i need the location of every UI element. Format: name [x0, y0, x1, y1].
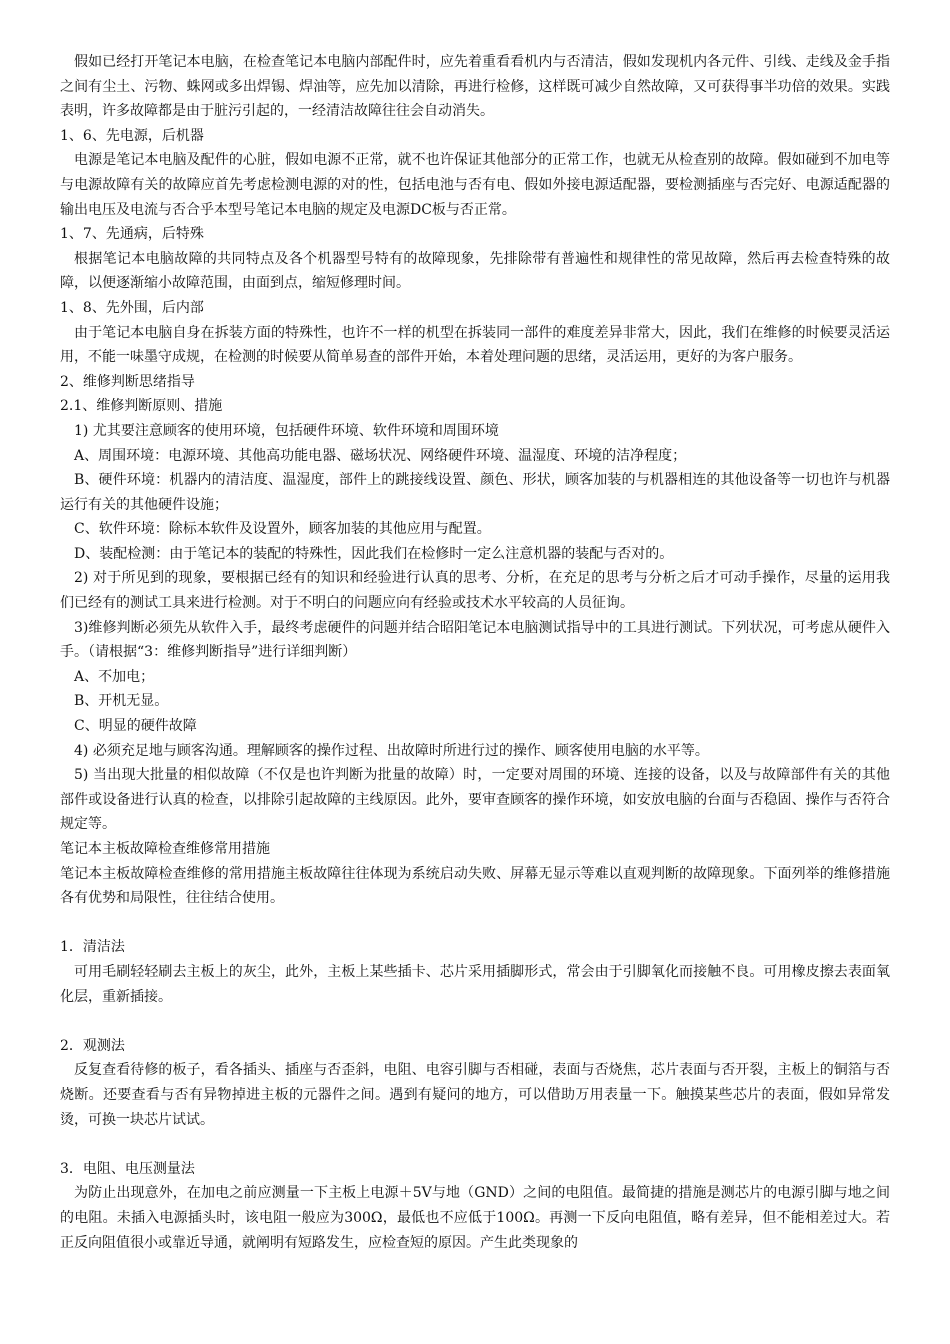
blank-line — [60, 911, 890, 936]
body-paragraph: 2) 对于所见到的现象，要根据已经有的知识和经验进行认真的思考、分析，在充足的思考与分析之后才可动手操作，尽量的运用我们已经有的测试工具来进行检测。对于不明白的问题应向有经验或技术水平较高的人员征询。 — [60, 570, 890, 612]
section-heading: 1、7、先通病，后特殊 — [60, 226, 204, 243]
section-heading: 2、维修判断思绪指导 — [60, 373, 195, 390]
body-paragraph: 4) 必须充足地与顾客沟通。理解顾客的操作过程、出故障时所进行过的操作、顾客使用电脑的水平等。 — [74, 742, 709, 759]
body-paragraph: 笔记本主板故障检查维修的常用措施主板故障往往体现为系统启动失败、屏幕无显示等难以直观判断的故障现象。下面列举的维修措施各有优势和局限性，往往结合使用。 — [60, 865, 890, 907]
section-heading: 2．观测法 — [60, 1037, 125, 1054]
body-paragraph: B、硬件环境：机器内的清洁度、温湿度，部件上的跳接线设置、颜色、形状，顾客加装的与机器相连的其他设备等一切也许与机器运行有关的其他硬件设施； — [60, 472, 890, 513]
blank-line — [60, 1132, 890, 1157]
body-paragraph: A、不加电； — [74, 668, 155, 685]
body-paragraph: D、装配检测：由于笔记本的装配的特殊性，因此我们在检修时一定么注意机器的装配与否对的。 — [74, 545, 674, 562]
section-heading: 1．清洁法 — [60, 939, 125, 956]
section-heading: 1、6、先电源，后机器 — [60, 127, 204, 144]
body-paragraph: 可用毛刷轻轻刷去主板上的灰尘，此外，主板上某些插卡、芯片采用插脚形式，常会由于引脚氧化而接触不良。可用橡皮擦去表面氧化层，重新插接。 — [60, 963, 890, 1005]
body-paragraph: 为防止出现意外，在加电之前应测量一下主板上电源＋5V与地（GND）之间的电阻值。最简捷的措施是测芯片的电源引脚与地之间的电阻。未插入电源插头时，该电阻一般应为300Ω，最低也不应低于100Ω。再测一下反向电阻值，略有差异，但不能相差过大。若正反向阻值很小或靠近导通，就阐明有短路发生，应检查短的原因。产生此类现象的 — [60, 1185, 890, 1251]
section-heading: 1、8、先外围，后内部 — [60, 299, 204, 316]
document-page — [60, 50, 890, 1255]
body-paragraph: 3)维修判断必须先从软件入手，最终考虑硬件的问题并结合昭阳笔记本电脑测试指导中的工具进行测试。下列状况，可考虑从硬件入手。（请根据“3：维修判断指导”进行详细判断） — [60, 619, 890, 661]
body-paragraph: 1) 尤其要注意顾客的使用环境，包括硬件环境、软件环境和周围环境 — [74, 422, 499, 439]
section-heading: 笔记本主板故障检查维修常用措施 — [60, 841, 270, 857]
body-paragraph: C、明显的硬件故障 — [74, 718, 197, 735]
body-paragraph: 反复查看待修的板子，看各插头、插座与否歪斜，电阻、电容引脚与否相碰，表面与否烧焦，芯片表面与否开裂，主板上的铜箔与否烧断。还要查看与否有异物掉进主板的元器件之间。遇到有疑问的地方，可以借助万用表量一下。触摸某些芯片的表面，假如异常发烫，可换一块芯片试试。 — [60, 1062, 890, 1128]
body-paragraph: 根据笔记本电脑故障的共同特点及各个机器型号特有的故障现象，先排除带有普遍性和规律性的常见故障，然后再去检查特殊的故障，以便逐渐缩小故障范围，由面到点，缩短修理时间。 — [60, 250, 890, 292]
section-heading: 3．电阻、电压测量法 — [60, 1160, 195, 1177]
body-paragraph: 电源是笔记本电脑及配件的心脏，假如电源不正常，就不也许保证其他部分的正常工作，也就无从检查别的故障。假如碰到不加电等与电源故障有关的故障应首先考虑检测电源的对的性，包括电池与否有电、假如外接电源适配器，要检测插座与否完好、电源适配器的输出电压及电流与否合乎本型号笔记本电脑的规定及电源DC板与否正常。 — [60, 152, 890, 218]
body-paragraph: 由于笔记本电脑自身在拆装方面的特殊性，也许不一样的机型在拆装同一部件的难度差异非常大，因此，我们在维修的时候要灵活运用，不能一味墨守成规，在检测的时候要从简单易查的部件开始，本着处理问题的思绪，灵活运用，更好的为客户服务。 — [60, 324, 890, 366]
body-paragraph: 假如已经打开笔记本电脑，在检查笔记本电脑内部配件时，应先着重看看机内与否清洁，假如发现机内各元件、引线、走线及金手指之间有尘土、污物、蛛网或多出焊锡、焊油等，应先加以清除，再进行检修，这样既可减少自然故障，又可获得事半功倍的效果。实践表明，许多故障都是由于脏污引起的，一经清洁故障往往会自动消失。 — [60, 54, 890, 120]
body-paragraph: A、周围环境：电源环境、其他高功能电器、磁场状况、网络硬件环境、温湿度、环境的洁净程度； — [74, 447, 687, 464]
blank-line — [60, 1009, 890, 1034]
section-heading: 2.1、维修判断原则、措施 — [60, 398, 223, 415]
body-paragraph: B、开机无显。 — [74, 693, 169, 710]
body-paragraph: 5) 当出现大批量的相似故障（不仅是也许判断为批量的故障）时，一定要对周围的环境、连接的设备，以及与故障部件有关的其他部件或设备进行认真的检查，以排除引起故障的主线原因。此外，要审查顾客的操作环境，如安放电脑的台面与否稳固、操作与否符合规定等。 — [60, 767, 890, 833]
body-paragraph: C、软件环境：除标本软件及设置外，顾客加装的其他应用与配置。 — [74, 521, 491, 538]
